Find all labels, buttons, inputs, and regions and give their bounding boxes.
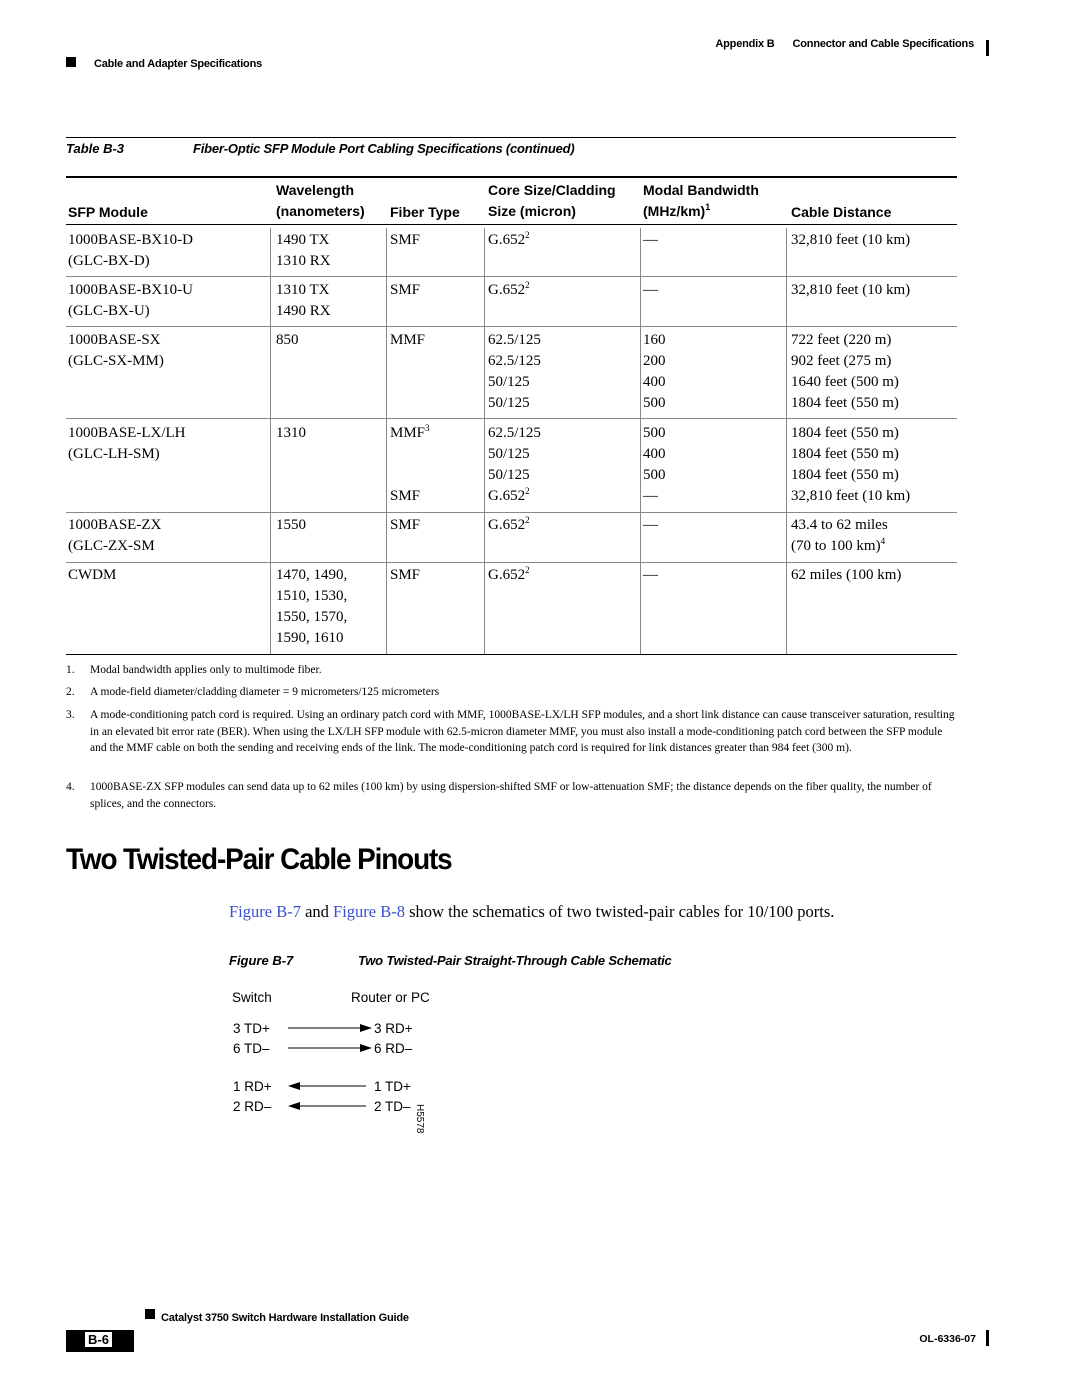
header-square-marker <box>66 57 76 67</box>
switch-pin-label: 3 TD+ <box>233 1021 270 1036</box>
figure-number: Figure B-7 <box>229 953 294 968</box>
section-title: Two Twisted-Pair Cable Pinouts <box>66 843 452 876</box>
table-cell-distance: 43.4 to 62 miles (70 to 100 km)$^4$ <box>791 517 888 554</box>
table-cell-core: G.652$^2$ <box>488 565 530 583</box>
table-cell-wavelength: 1490 TX 1310 RX <box>276 232 331 269</box>
table-cell-core: G.652$^2$ <box>488 280 530 298</box>
row-divider <box>66 512 957 513</box>
footer-doc-number: OL-6336-07 <box>919 1333 976 1345</box>
table-cell-wavelength: 1550 <box>276 517 306 533</box>
column-divider <box>786 228 787 654</box>
schematic-switch-heading: Switch <box>232 990 272 1005</box>
page-number: B-6 <box>85 1332 112 1347</box>
footer-square-marker <box>145 1309 155 1319</box>
column-divider <box>484 228 485 654</box>
row-divider <box>66 276 957 277</box>
table-cell-core: G.652$^2$ <box>488 515 530 533</box>
wire-arrow-right <box>288 1044 372 1052</box>
table-cell-fiber: SMF <box>390 488 421 504</box>
col-header-fiber: Fiber Type <box>390 204 460 220</box>
table-cell-wavelength: 1310 TX 1490 RX <box>276 282 331 319</box>
table-cell-distance: 32,810 feet (10 km) <box>791 232 911 248</box>
table-number: Table B-3 <box>66 141 125 156</box>
table-header-rule <box>66 224 957 225</box>
footer-bar <box>986 1330 989 1346</box>
row-divider <box>66 418 957 419</box>
header-section: Cable and Adapter Specifications <box>94 58 263 70</box>
column-divider <box>270 228 271 654</box>
column-divider <box>386 228 387 654</box>
table-cell-module: 1000BASE-SX (GLC-SX-MM) <box>68 332 164 369</box>
footnote-2: 2. A mode-field diameter/cladding diameter = 9 micrometers/125 micrometers <box>66 686 440 698</box>
header-appendix: Appendix B <box>715 38 775 50</box>
router-pin-label: 6 RD– <box>374 1041 413 1056</box>
table-cell-modal: 500 400 500 — <box>643 425 666 504</box>
router-pin-label: 3 RD+ <box>374 1021 413 1036</box>
table-cell-core: G.652$^2$ <box>488 230 530 248</box>
table-cell-fiber: MMF$^3$ <box>390 423 430 441</box>
header-chapter: Connector and Cable Specifications <box>792 38 974 50</box>
table-cell-distance: 722 feet (220 m) 902 feet (275 m) 1640 feet (500 m) 1804 feet (550 m) <box>791 332 899 411</box>
router-pin-label: 1 TD+ <box>374 1079 411 1094</box>
row-divider <box>66 562 957 563</box>
table-cell-module: CWDM <box>68 567 117 583</box>
col-header-core: Core Size/Cladding Size (micron) <box>488 182 616 219</box>
intro-paragraph: Figure B-7 and Figure B-8 show the schematics of two twisted-pair cables for 10/100 ports. <box>229 902 835 921</box>
figure-b8-link[interactable]: Figure B-8 <box>333 902 406 921</box>
header-bar <box>986 40 989 56</box>
switch-pin-label: 6 TD– <box>233 1041 270 1056</box>
table-cell-fiber: SMF <box>390 282 421 298</box>
table-top-rule <box>66 176 957 178</box>
table-cell-modal: — <box>643 232 658 248</box>
table-bottom-rule <box>66 654 957 655</box>
table-caption-rule <box>66 137 956 138</box>
table-cell-modal: — <box>643 567 658 583</box>
column-divider <box>640 228 641 654</box>
table-cell-core: 62.5/125 50/125 50/125 G.652$^2$ <box>488 425 541 504</box>
table-cell-core: 62.5/125 62.5/125 50/125 50/125 <box>488 332 541 411</box>
col-header-distance: Cable Distance <box>791 204 892 220</box>
col-header-modal: Modal Bandwidth $(MHz/km)^1$ <box>643 182 759 219</box>
col-header-wavelength: Wavelength (nanometers) <box>276 182 365 219</box>
table-title: Fiber-Optic SFP Module Port Cabling Specifications (continued) <box>193 141 575 156</box>
wire-arrow-right <box>288 1024 372 1032</box>
schematic-router-heading: Router or PC <box>351 990 430 1005</box>
table-cell-distance: 62 miles (100 km) <box>791 567 902 583</box>
footnote-4: 4. 1000BASE-ZX SFP modules can send data up to 62 miles (100 km) by using dispersion-shifted SMF or low-attenuation SMF; the distance depends on the fiber quality, the number of splices, and the connectors. <box>66 781 932 810</box>
footnote-3: 3. A mode-conditioning patch cord is required. Using an ordinary patch cord with MMF, 1000BASE-LX/LH SFP modules, and a short link distance can cause transceiver saturation, resulting in an elevated bit error rate (BER). When using the LX/LH SFP module with 62.5-micron diameter MMF, you must also install a mode-conditioning patch cord between the SFP module and the MMF cable on both the sending and receiving ends of the link. The mode-conditioning patch cord is required for link distances greater than 984 feet (300 m). <box>66 709 955 754</box>
table-cell-modal: — <box>643 517 658 533</box>
router-pin-label: 2 TD– <box>374 1099 411 1114</box>
table-cell-wavelength: 1470, 1490, 1510, 1530, 1550, 1570, 1590, 1610 <box>276 567 348 646</box>
table-cell-module: 1000BASE-ZX (GLC-ZX-SM <box>68 517 162 554</box>
table-cell-modal: 160 200 400 500 <box>643 332 666 411</box>
table-cell-fiber: SMF <box>390 567 421 583</box>
wire-arrow-left <box>288 1102 366 1110</box>
switch-pin-label: 1 RD+ <box>233 1079 272 1094</box>
figure-art-id: H5578 <box>414 1104 425 1134</box>
table-cell-distance: 1804 feet (550 m) 1804 feet (550 m) 1804 feet (550 m) 32,810 feet (10 km) <box>791 425 911 504</box>
schematic-wires <box>286 1018 374 1118</box>
table-cell-fiber: SMF <box>390 517 421 533</box>
table-cell-module: 1000BASE-BX10-U (GLC-BX-U) <box>68 282 194 319</box>
wire-arrow-left <box>288 1082 366 1090</box>
running-header <box>715 38 974 50</box>
footnote-1: 1. Modal bandwidth applies only to multimode fiber. <box>66 664 322 676</box>
row-divider <box>66 326 957 327</box>
switch-pin-label: 2 RD– <box>233 1099 272 1114</box>
table-cell-distance: 32,810 feet (10 km) <box>791 282 911 298</box>
table-cell-wavelength: 850 <box>276 332 299 348</box>
table-cell-wavelength: 1310 <box>276 425 306 441</box>
table-cell-modal: — <box>643 282 658 298</box>
figure-title: Two Twisted-Pair Straight-Through Cable Schematic <box>358 953 672 968</box>
footer-guide-title: Catalyst 3750 Switch Hardware Installation Guide <box>161 1312 409 1324</box>
table-cell-module: 1000BASE-BX10-D (GLC-BX-D) <box>68 232 194 269</box>
figure-b7-link[interactable]: Figure B-7 <box>229 902 301 921</box>
col-header-module: SFP Module <box>68 204 148 220</box>
table-cell-fiber: SMF <box>390 232 421 248</box>
table-cell-module: 1000BASE-LX/LH (GLC-LH-SM) <box>68 425 186 462</box>
table-cell-fiber: MMF <box>390 332 426 348</box>
